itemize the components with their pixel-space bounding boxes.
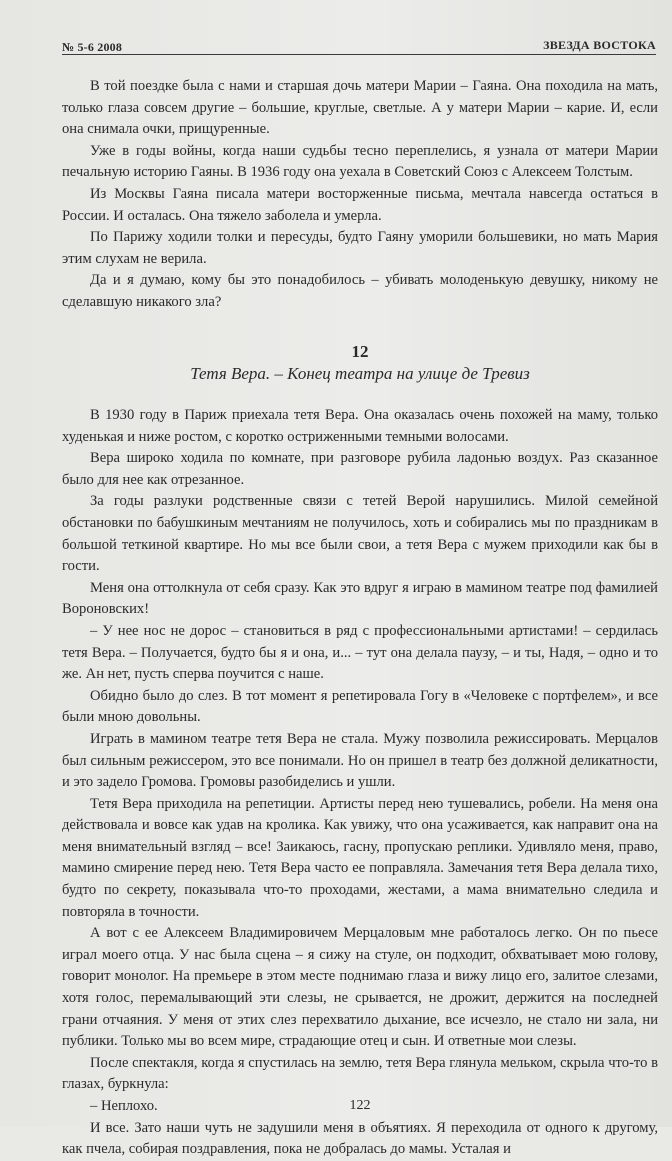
paragraph: В той поездке была с нами и старшая дочь матери Марии – Гаяна. Она походила на мать, только глаза совсем другие – большие, круглые, светлые. А у матери Марии – карие. И, если она снимала очки, прищуренные. [62,78,658,138]
paragraph: Играть в мамином театре тетя Вера не стала. Мужу позволила режиссировать. Мерцалов был сильным режиссером, это все понимали. Но он пришел в театр без должной деликатности, и это задело Громова. Громовы разобиделись и ушли. [62,730,658,791]
paragraph: Из Москвы Гаяна писала матери восторженные письма, мечтала навсегда остаться в России. И осталась. Она тяжело заболела и умерла. [62,185,658,224]
page-number: 122 [349,1098,371,1113]
paragraph: – У нее нос не дорос – становиться в ряд с профессиональными артистами! – сердилась тетя Вера. – Получается, будто бы я и она, и... – тут она делала паузу, – и ты, Надя, – одно и то же. Ан нет, пусть сперва поучится с наше. [62,622,658,683]
paragraph: По Парижу ходили толки и пересуды, будто Гаяну уморили большевики, но мать Мария этим слухам не верила. [62,229,658,267]
paragraph: Обидно было до слез. В тот момент я репетировала Гогу в «Человеке с портфелем», и все были мною довольны. [62,687,658,726]
chapter-title: Тетя Вера. – Конец театра на улице де Тревиз [190,364,530,383]
journal-title: ЗВЕЗДА ВОСТОКА [543,38,656,52]
paragraph: А вот с ее Алексеем Владимировичем Мерцаловым мне работалось легко. Он по пьесе играл моего отца. У нас была сцена – я сижу на стуле, он подходит, обхватывает мою голову, говорит монолог. На премьере в этом месте поднимаю глаза и вижу лицо его, залитое слезами, хотя голос, перемалывающий эти слезы, не срывается, не дрожит, держится на последней грани отчаяния. У меня от этих слез перехватило дыхание, все исчезло, не стало ни зала, ни публики. Только мы во всем мире, страдающие отец и сын. И ответные мои слезы. [62,925,658,1050]
paragraph: Меня она оттолкнула от себя сразу. Как это вдруг я играю в мамином театре под фамилией Вороновских! [62,579,658,618]
paragraph: Да и я думаю, кому бы это понадобилось – убивать молоденькую девушку, никому не сделавшую никакого зла? [62,272,658,310]
paragraph: После спектакля, когда я спустилась на землю, тетя Вера глянула мельком, скрыла что-то в глазах, буркнула: [62,1054,658,1093]
paragraph: В 1930 году в Париж приехала тетя Вера. Она оказалась очень похожей на маму, только худенькая и ниже ростом, с коротко остриженными темными волосами. [62,407,658,445]
paragraph: Тетя Вера приходила на репетиции. Артисты перед нею тушевались, робели. На меня она действовала и вовсе как удав на кролика. Как увижу, что она усаживается, как направит она на меня внимательный взгляд – все! Заикаюсь, гасну, пропускаю реплики. Удивляло меня, право, мамино смирение перед нею. Тетя Вера часто ее поправляла. Замечания тетя Вера делала тихо, будто по секрету, показывала что-то проходами, жестами, а мама внимательно следила и повторяла в точности. [62,795,658,920]
top-text-block [62,76,658,314]
paragraph: Вера широко ходила по комнате, при разговоре рубила ладонью воздух. Раз сказанное было для нее как отрезанное. [62,450,658,488]
paragraph: Уже в годы войны, когда наши судьбы тесно переплелись, я узнала от матери Марии печальную историю Гаяны. В 1936 году она уехала в Советский Союз с Алексеем Толстым. [62,142,658,181]
header-rule [62,54,656,55]
paragraph: – Неплохо. [90,1098,158,1114]
chapter-number: 12 [351,342,369,361]
paragraph: И все. Зато наши чуть не задушили меня в объятиях. Я переходила от одного к другому, как пчела, собирая поздравления, пока не добралась до мамы. Усталая и [62,1119,658,1158]
paragraph: За годы разлуки родственные связи с тетей Верой нарушились. Милой семейной обстановки по бабушкиным мечтаниям не получилось, хоть и собирались мы по праздникам в большой теткиной квартире. Но мы все были свои, а тетя Вера с мужем приходили как бы в гости. [62,493,658,575]
main-text-block [62,405,658,1161]
issue-number: № 5-6 2008 [62,40,123,54]
